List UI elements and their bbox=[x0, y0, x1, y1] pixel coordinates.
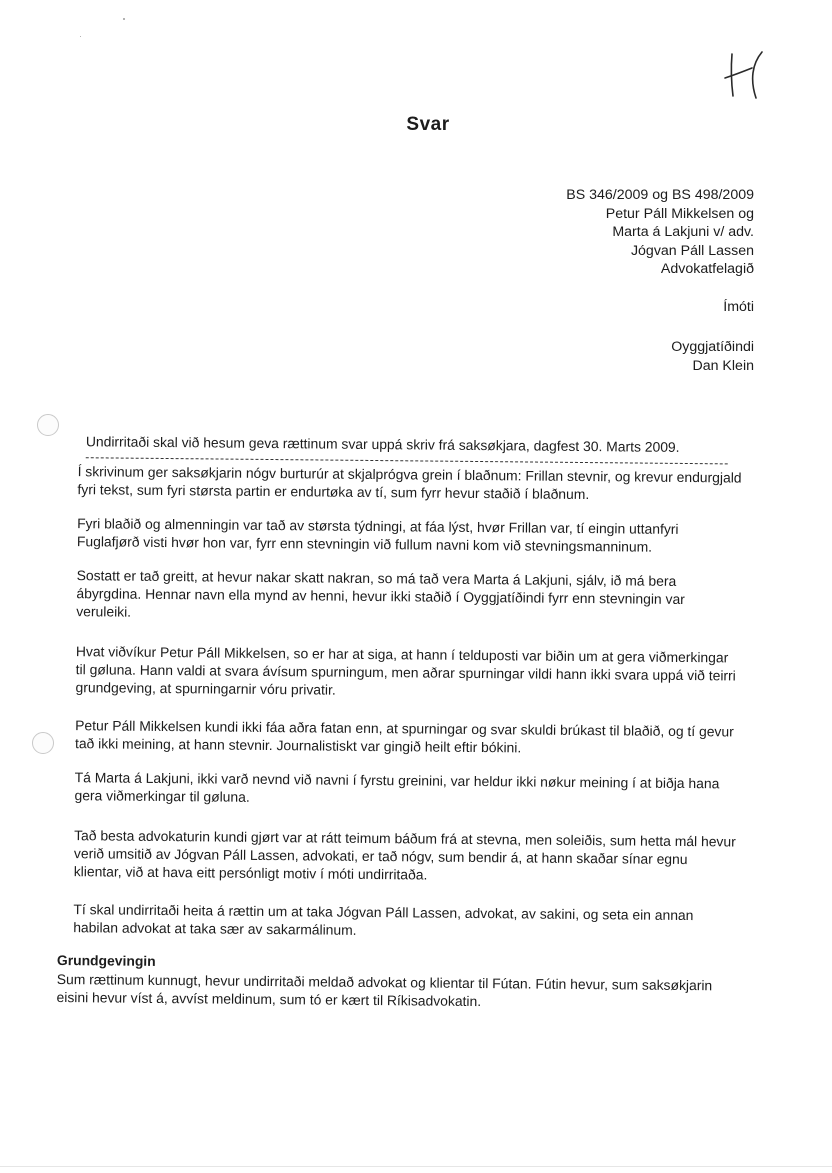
body-paragraph: Petur Páll Mikkelsen kundi ikki fáa aðra fatan enn, at spurningar og svar skuldi brúkast til blaðið, og tí gevur tað ikki meining, at hann stevnir. Journalistiskt var gingið heilt eftir bókini. bbox=[74, 717, 734, 756]
case-line: Jógvan Páll Lassen bbox=[630, 242, 754, 259]
defendant-line: Dan Klein bbox=[692, 357, 754, 374]
body-paragraph: Tá Marta á Lakjuni, ikki varð nevnd við navni í fyrstu greinini, var heldur ikki nøkur meining í at biðja hana gera viðmerkingar til gøluna. bbox=[74, 769, 720, 805]
body-paragraph: Tí skal undirritaði heita á rættin um at taka Jógvan Páll Lassen, advokat, av sakini, og seta ein annan habilan advokat at taka sær av sakarmálinum. bbox=[73, 901, 694, 938]
body-paragraph: Sostatt er tað greitt, at hevur nakar skatt nakran, so má tað vera Marta á Lakjuni, sjálv, ið má bera ábyrgdina. Hennar navn ella mynd av henni, hevur ikki staðið í Oyggjatíðindi fyrr enn stevningin var veruleiki. bbox=[76, 567, 685, 620]
body-paragraph: Tað besta advokaturin kundi gjørt var at rátt teimum báðum frá at stevna, men soleiðis, sum hetta mál hevur verið umsitið av Jógvan Páll Lassen, advokati, er tað nógv, sum bendir á, at hann skaðar sínar egnu klientar, við at hava eitt persónligt motiv í móti undirritaða. bbox=[73, 827, 736, 883]
case-line: Petur Páll Mikkelsen og bbox=[605, 205, 754, 222]
letter-body bbox=[56, 432, 741, 1013]
body-paragraph: Í skrivinum ger saksøkjarin nógv burturúr at skjalprógva grein í blaðnum: Frillan stevnir, og krevur endurgjald fyri tekst, sum fyri størsta partin er endurtøka av tí, sum fyrr hevur staðið í blaðnum. bbox=[77, 463, 742, 503]
scan-speck bbox=[80, 36, 81, 37]
body-paragraph: Sum rættinum kunnugt, hevur undirritaði meldað advokat og klientar til Fútan. Fútin hevur, sum saksøkjarin eisini hevur víst á, avvíst meldinum, sum tó er kært til Ríkisadvokatin. bbox=[56, 970, 713, 1010]
scan-speck bbox=[123, 18, 125, 20]
scan-edge bbox=[0, 1166, 832, 1167]
handwritten-h-mark bbox=[722, 48, 770, 100]
body-paragraph: Hvat viðvíkur Petur Páll Mikkelsen, so er har at siga, at hann í telduposti var biðin um at gera viðmerkingar til gøluna. Hann valdi at svara ávísum spurningum, men aðrar spurningar vildi hann ikki svara uppá við teirri grundgeving, at spurningarnir vóru privatir. bbox=[75, 643, 736, 698]
case-line: BS 346/2009 og BS 498/2009 bbox=[566, 187, 754, 203]
defendant-line: Oyggjatíðindi bbox=[671, 339, 754, 355]
intro-paragraph: Undirritaði skal við hesum geva rættinum svar uppá skriv frá saksøkjara, dagfest 30. Marts 2009. bbox=[85, 433, 680, 455]
case-header bbox=[566, 186, 754, 375]
against-label: Ímóti bbox=[723, 298, 754, 315]
case-line: Advokatfelagið bbox=[660, 261, 754, 277]
section-heading: Grundgevingin bbox=[56, 951, 156, 969]
document-title: Svar bbox=[406, 114, 450, 135]
punch-hole bbox=[37, 414, 59, 436]
body-paragraph: Fyri blaðið og almenningin var tað av størsta týdningi, at fáa lýst, hvør Frillan var, tí eingin uttanfyri Fuglafjørð visti hvør hon var, fyrr enn stevningin við fullum navni kom við stevningsmanninum. bbox=[76, 515, 679, 555]
punch-hole bbox=[32, 732, 54, 754]
case-line: Marta á Lakjuni v/ adv. bbox=[612, 224, 754, 240]
